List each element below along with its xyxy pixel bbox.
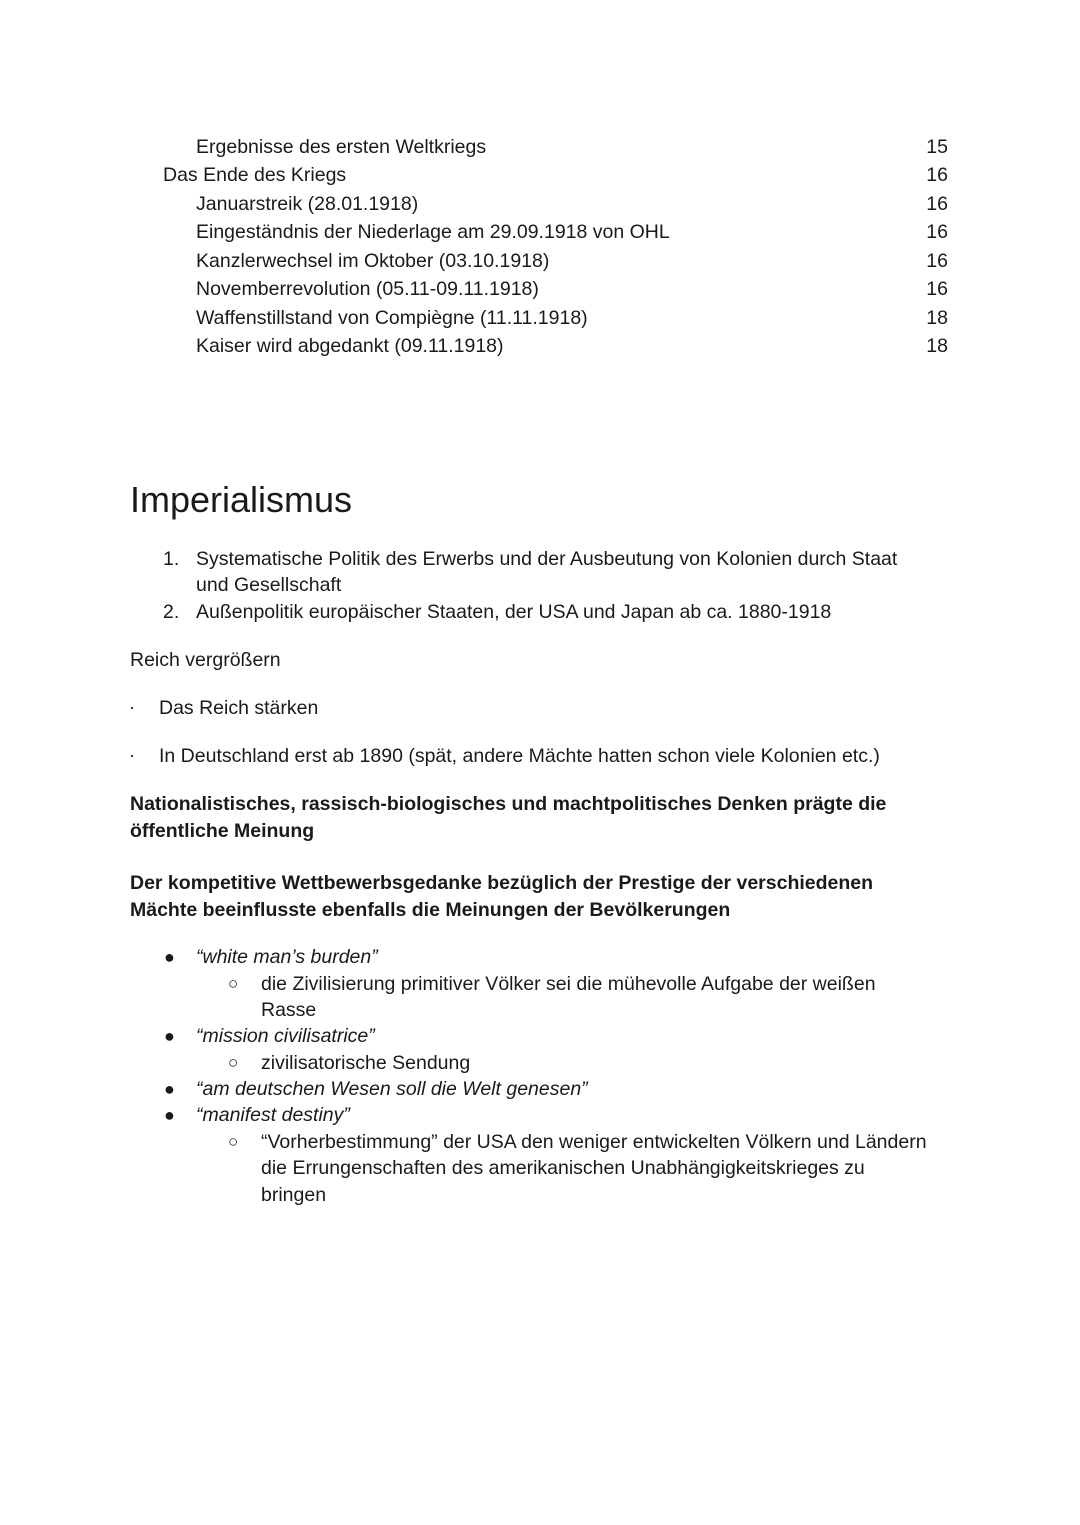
toc-entry[interactable]	[0, 164, 1080, 192]
sub-bullet-item: Rasse	[261, 999, 317, 1021]
definition-text: Außenpolitik europäischer Staaten, der USA und Japan ab ca. 1880-1918	[196, 601, 832, 623]
sub-bullet-item: zivilisatorische Sendung	[261, 1052, 471, 1074]
sub-bullet-item: “Vorherbestimmung” der USA den weniger entwickelten Völkern und Ländern	[261, 1131, 927, 1153]
toc-entry-page: 18	[926, 307, 948, 329]
bold-paragraph-line: Der kompetitive Wettbewerbsgedanke bezüglich der Prestige der verschiedenen	[130, 872, 874, 894]
bullet-disc-icon: ●	[164, 947, 175, 967]
bullet-item: “manifest destiny”	[196, 1104, 350, 1126]
toc-entry-title: Kanzlerwechsel im Oktober (03.10.1918)	[196, 250, 550, 272]
toc-entry[interactable]	[0, 307, 1080, 335]
toc-entry[interactable]	[0, 278, 1080, 306]
section-heading: Imperialismus	[130, 479, 353, 520]
list-number: 2.	[163, 601, 180, 623]
bullet-circle-icon: ○	[228, 974, 239, 993]
sub-bullet-item: die Zivilisierung primitiver Völker sei die mühevolle Aufgabe der weißen	[261, 973, 876, 995]
bullet-circle-icon: ○	[228, 1053, 239, 1072]
definition-text: und Gesellschaft	[196, 574, 342, 596]
sub-bullet-item: bringen	[261, 1184, 327, 1206]
toc-entry[interactable]	[0, 193, 1080, 221]
list-number: 1.	[163, 548, 180, 570]
toc-entry-page: 16	[926, 164, 948, 186]
toc-entry-page: 18	[926, 335, 948, 357]
bullet-disc-icon: ●	[164, 1079, 175, 1099]
toc-entry-title: Januarstreik (28.01.1918)	[196, 193, 419, 215]
toc-entry-page: 15	[926, 136, 948, 158]
toc-entry-page: 16	[926, 250, 948, 272]
bold-paragraph-line: Nationalistisches, rassisch-biologisches und machtpolitisches Denken prägte die	[130, 793, 887, 815]
toc-entry[interactable]	[0, 136, 1080, 164]
toc-entry-title: Novemberrevolution (05.11-09.11.1918)	[196, 278, 539, 300]
dot-marker: ·	[129, 745, 135, 765]
bullet-disc-icon: ●	[164, 1026, 175, 1046]
toc-entry-title: Kaiser wird abgedankt (09.11.1918)	[196, 335, 504, 357]
toc-entry[interactable]	[0, 221, 1080, 249]
bullet-item: “mission civilisatrice”	[196, 1025, 375, 1047]
toc-entry-page: 16	[926, 278, 948, 300]
bold-paragraph-line: öffentliche Meinung	[130, 820, 315, 842]
definition-text: Systematische Politik des Erwerbs und der Ausbeutung von Kolonien durch Staat	[196, 548, 898, 570]
bold-paragraph-line: Mächte beeinflusste ebenfalls die Meinungen der Bevölkerungen	[130, 899, 731, 921]
bullet-circle-icon: ○	[228, 1132, 239, 1151]
toc-entry[interactable]	[0, 250, 1080, 278]
sub-bullet-item: die Errungenschaften des amerikanischen Unabhängigkeitskrieges zu	[261, 1157, 865, 1179]
bullet-disc-icon: ●	[164, 1105, 175, 1125]
toc-entry-title: Ergebnisse des ersten Weltkriegs	[196, 136, 487, 158]
list-item: Das Reich stärken	[159, 697, 319, 719]
paragraph: Reich vergrößern	[130, 649, 281, 671]
toc-entry-title: Eingeständnis der Niederlage am 29.09.1918 von OHL	[196, 221, 670, 243]
dot-marker: ·	[129, 697, 135, 717]
bullet-item: “am deutschen Wesen soll die Welt genesen”	[196, 1078, 588, 1100]
bullet-item: “white man’s burden”	[196, 946, 378, 968]
toc-entry-page: 16	[926, 193, 948, 215]
toc-entry-title: Das Ende des Kriegs	[163, 164, 347, 186]
toc-entry[interactable]	[0, 335, 1080, 363]
toc-entry-page: 16	[926, 221, 948, 243]
toc-entry-title: Waffenstillstand von Compiègne (11.11.1918)	[196, 307, 588, 329]
list-item: In Deutschland erst ab 1890 (spät, andere Mächte hatten schon viele Kolonien etc.)	[159, 745, 880, 767]
